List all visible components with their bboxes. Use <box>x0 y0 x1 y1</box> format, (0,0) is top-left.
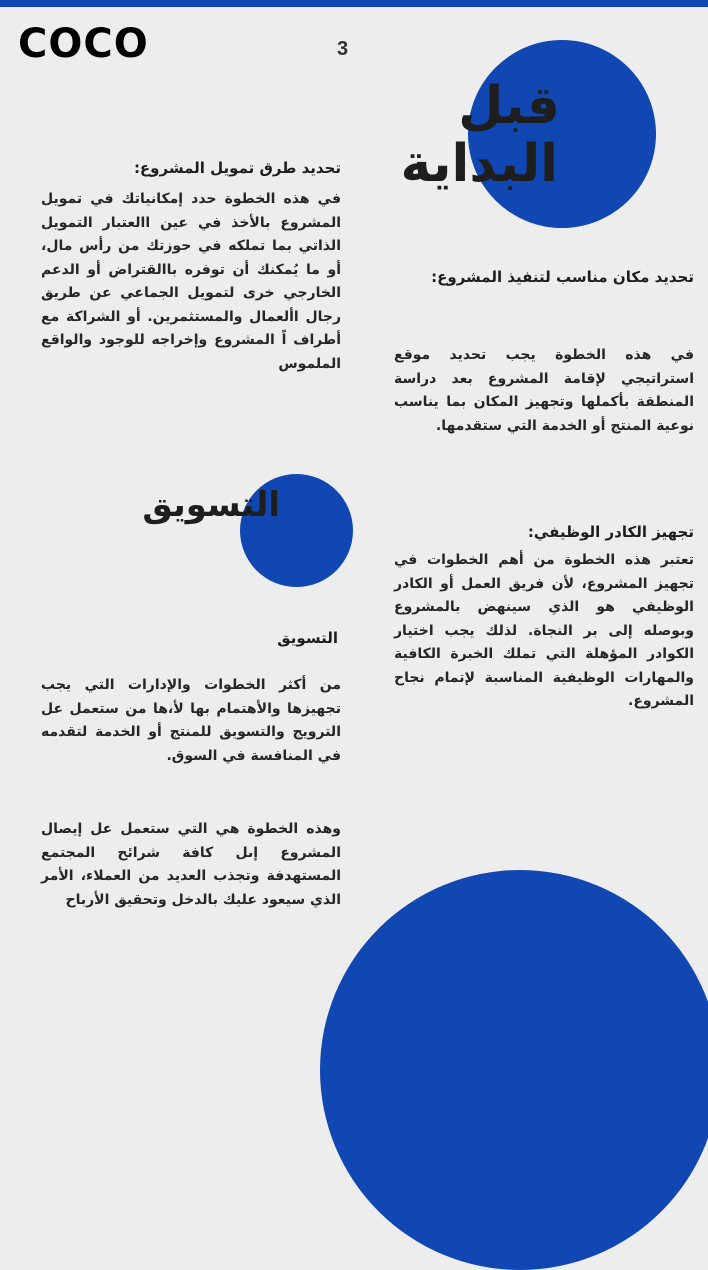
location-heading: تحديد مكان مناسب لتنفيذ المشروع: <box>431 268 694 286</box>
brand-logo: COCO <box>18 21 149 67</box>
staff-paragraph: تعتبر هذه الخطوة من أهم الخطوات في تجهيز المشروع، لأن فريق العمل أو الكادر الوظيفي هو الذي سينهض بالمشروع وبوصله إلى بر النجاة. لذلك يجب اختيار الكوادر المؤهلة التي تملك الخبرة الكافية والمهارات الوظيفية المناسبة لإتمام نجاح المشروع. <box>394 552 694 709</box>
staff-heading: تجهيز الكادر الوظيفي: <box>527 523 694 541</box>
location-paragraph: في هذه الخطوة يجب تحديد موقع استراتيجي لإقامة المشروع بعد دراسة المنطقة بأكملها وتجهيز المكان بما يناسب نوعية المنتج أو الخدمة التي ستقدمها. <box>394 347 694 434</box>
funding-paragraph: في هذه الخطوة حدد إمكانياتك في تمويل المشروع بالأخذ في عين االعتبار التمويل الذاتي بما تملكه في حوزتك من رأس مال، أو ما يُمكنك أن توفره باالقتراض أو الدعم الخارجي خرى لتمويل الجماعي عن طريق رجال األعمال والمستثمرين. أو الشراكة مع أطراف اً المشروع وإخراجه للوجود والواقع الملموس <box>41 191 341 372</box>
marketing-paragraph-1: من أكثر الخطوات والإدارات التي يجب تجهيزها والأهتمام بها لأ،ها من ستعمل عل الترويج والتسويق للمنتج أو الخدمة لتقدمه في المنافسة في السوق. <box>41 677 341 764</box>
marketing-title: التسويق <box>142 485 280 525</box>
funding-heading: تحديد طرق تمويل المشروع: <box>133 159 341 177</box>
page-title-line2: البداية <box>400 134 558 194</box>
marketing-heading: التسويق <box>277 629 338 647</box>
page-title-line1: قبل <box>458 76 560 136</box>
page-number: 3 <box>337 38 349 60</box>
decorative-circle-bottom <box>320 870 708 1270</box>
top-accent-bar <box>0 0 708 7</box>
marketing-paragraph-2: وهذه الخطوة هي التي ستعمل عل إيصال المشروع إىل كافة شرائح المجتمع المستهدفة وتجذب العديد من العملاء، الأمر الذي سيعود عليك بالدخل وتحقيق الأرباح <box>41 821 341 908</box>
